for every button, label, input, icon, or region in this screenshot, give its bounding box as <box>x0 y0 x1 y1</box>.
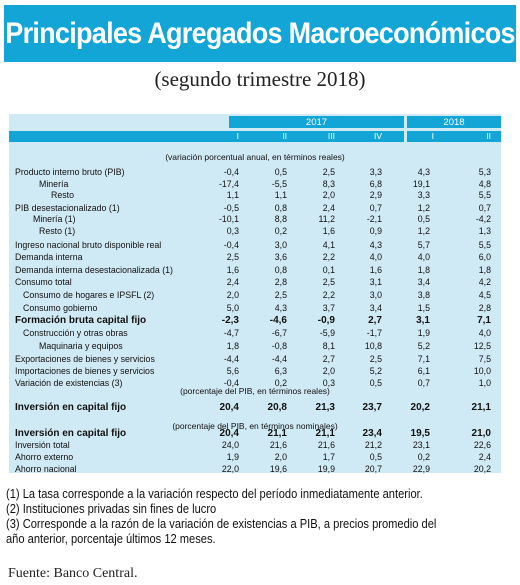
row-value: 4,3 <box>417 167 430 177</box>
row-value: 3,0 <box>369 290 382 300</box>
row-value: -5,5 <box>271 179 287 189</box>
row-value: -4,7 <box>223 328 239 338</box>
row-value: 2,9 <box>369 190 382 200</box>
row-value: -0,8 <box>271 341 287 351</box>
row-value: -10,1 <box>218 214 239 224</box>
row-value: -0,5 <box>223 203 239 213</box>
row-value: 21,1 <box>267 428 287 439</box>
aggregates-table <box>9 114 501 473</box>
row-value: 20,8 <box>267 402 287 413</box>
row-value: 2,5 <box>274 290 287 300</box>
table-row <box>9 166 501 178</box>
quarter-label: II <box>282 131 287 141</box>
row-value: 0,8 <box>274 265 287 275</box>
row-value: 1,6 <box>226 265 239 275</box>
row-value: 2,4 <box>322 203 335 213</box>
row-value: 22,6 <box>473 440 491 450</box>
row-value: 21,3 <box>315 402 335 413</box>
footnotes <box>6 487 460 547</box>
row-value: -6,7 <box>271 328 287 338</box>
row-value: 0,5 <box>274 167 287 177</box>
row-value: 8,3 <box>322 179 335 189</box>
row-value: 3,4 <box>417 277 430 287</box>
table-row <box>9 251 501 263</box>
row-label: Ahorro externo <box>15 452 74 462</box>
row-label: Inversión total <box>15 440 70 450</box>
row-value: 21,0 <box>471 428 491 439</box>
footnote: (1) La tasa corresponde a la variación respecto del período inmediatamente anterior. <box>6 487 423 501</box>
row-value: 10,8 <box>364 341 382 351</box>
row-value: -4,6 <box>269 315 287 326</box>
row-value: 2,2 <box>322 290 335 300</box>
row-value: 7,1 <box>417 354 430 364</box>
row-label: PIB desestacionalizado (1) <box>15 203 120 213</box>
row-value: 24,0 <box>221 440 239 450</box>
row-value: 3,4 <box>369 303 382 313</box>
row-value: 2,8 <box>274 277 287 287</box>
row-label: Minería (1) <box>33 214 76 224</box>
row-value: 4,3 <box>274 303 287 313</box>
row-value: 5,2 <box>369 366 382 376</box>
row-value: 20,4 <box>219 428 239 439</box>
row-value: 1,2 <box>417 226 430 236</box>
row-value: 2,0 <box>322 190 335 200</box>
row-value: 3,3 <box>417 190 430 200</box>
row-value: 1,9 <box>417 328 430 338</box>
row-value: 23,1 <box>412 440 430 450</box>
row-value: 2,8 <box>478 303 491 313</box>
row-value: -4,2 <box>475 214 491 224</box>
row-value: 2,2 <box>322 252 335 262</box>
row-value: 5,3 <box>478 167 491 177</box>
row-value: 20,4 <box>219 402 239 413</box>
row-value: 2,7 <box>368 315 382 326</box>
table-row <box>9 439 501 451</box>
footnote: (2) Instituciones privadas sin fines de lucro <box>6 502 217 516</box>
row-value: 21,1 <box>315 428 335 439</box>
source-note: Fuente: Banco Central. <box>8 566 138 581</box>
row-label: Maquinaria y equipos <box>39 341 123 351</box>
table-row <box>9 377 501 389</box>
note-pib-nominal: (porcentaje del PIB, en términos nominales) <box>172 421 338 431</box>
row-value: 12,5 <box>473 341 491 351</box>
row-value: 21,1 <box>471 402 491 413</box>
row-value: 6,8 <box>369 179 382 189</box>
row-value: 0,5 <box>417 214 430 224</box>
row-value: 4,2 <box>478 277 491 287</box>
row-label: Demanda interna <box>15 252 83 262</box>
row-value: 3,8 <box>417 290 430 300</box>
row-value: 0,2 <box>417 452 430 462</box>
table-row <box>9 340 501 352</box>
quarter-header-2018 <box>407 131 501 142</box>
row-label: Resto (1) <box>39 226 76 236</box>
table-row <box>9 289 501 301</box>
quarter-label: I <box>236 131 239 141</box>
row-value: 1,8 <box>417 265 430 275</box>
row-value: 10,0 <box>473 366 491 376</box>
row-value: -0,4 <box>223 240 239 250</box>
row-value: 19,9 <box>317 464 335 474</box>
quarter-label: III <box>327 131 335 141</box>
table-row <box>9 463 501 475</box>
row-value: 1,1 <box>274 190 287 200</box>
row-label: Ahorro nacional <box>15 464 77 474</box>
row-value: 2,0 <box>226 290 239 300</box>
table-row <box>9 402 501 414</box>
row-value: 0,3 <box>322 378 335 388</box>
table-row <box>9 315 501 327</box>
row-value: 5,7 <box>417 240 430 250</box>
row-value: 23,4 <box>362 428 382 439</box>
row-value: 3,0 <box>274 240 287 250</box>
row-label: Inversión en capital fijo <box>15 402 127 413</box>
row-value: 0,8 <box>274 203 287 213</box>
row-value: 20,2 <box>473 464 491 474</box>
row-value: 5,5 <box>478 240 491 250</box>
quarter-label: IV <box>373 131 382 141</box>
table-row <box>9 189 501 201</box>
row-value: -1,7 <box>366 328 382 338</box>
row-value: 2,0 <box>274 452 287 462</box>
row-value: 22,9 <box>412 464 430 474</box>
row-label: Producto interno bruto (PIB) <box>15 167 125 177</box>
row-value: 20,7 <box>364 464 382 474</box>
row-value: 22,0 <box>221 464 239 474</box>
row-value: 1,2 <box>417 203 430 213</box>
row-value: 0,7 <box>417 378 430 388</box>
table-row <box>9 276 501 288</box>
row-label: Resto <box>51 190 74 200</box>
quarter-header-2017 <box>9 131 404 142</box>
row-value: 0,2 <box>274 378 287 388</box>
row-value: 19,5 <box>410 428 430 439</box>
row-value: 6,3 <box>274 366 287 376</box>
row-label: Consumo de hogares e IPSFL (2) <box>23 290 155 300</box>
table-row <box>9 239 501 251</box>
row-value: 0,5 <box>369 452 382 462</box>
row-label: Inversión en capital fijo <box>15 428 127 439</box>
row-value: 1,6 <box>369 265 382 275</box>
row-value: 1,0 <box>478 378 491 388</box>
row-value: 3,7 <box>322 303 335 313</box>
row-label: Variación de existencias (3) <box>15 378 123 388</box>
row-value: 7,1 <box>477 315 491 326</box>
row-label: Construcción y otras obras <box>23 328 128 338</box>
row-value: 19,6 <box>269 464 287 474</box>
row-value: 6,0 <box>478 252 491 262</box>
row-value: 0,5 <box>369 378 382 388</box>
row-value: 7,5 <box>478 354 491 364</box>
row-value: -0,9 <box>317 315 335 326</box>
row-value: 1,5 <box>417 303 430 313</box>
row-value: 4,8 <box>478 179 491 189</box>
row-value: 5,2 <box>417 341 430 351</box>
row-value: 8,8 <box>274 214 287 224</box>
row-value: 8,1 <box>322 341 335 351</box>
row-label: Consumo gobierno <box>23 303 98 313</box>
row-value: 1,3 <box>478 226 491 236</box>
row-value: 21,6 <box>317 440 335 450</box>
row-value: 5,6 <box>226 366 239 376</box>
note-variation: (variación porcentual anual, en términos reales) <box>165 152 345 162</box>
row-value: 0,1 <box>322 265 335 275</box>
row-value: 5,0 <box>226 303 239 313</box>
row-label: Importaciones de bienes y servicios <box>15 366 155 376</box>
row-value: -4,4 <box>223 354 239 364</box>
table-row <box>9 327 501 339</box>
table-row <box>9 365 501 377</box>
row-value: -0,4 <box>223 378 239 388</box>
row-label: Exportaciones de bienes y servicios <box>15 354 155 364</box>
year-header-2018: 2018 <box>407 116 501 128</box>
row-value: 5,5 <box>478 190 491 200</box>
row-value: 2,4 <box>478 452 491 462</box>
row-value: 4,5 <box>478 290 491 300</box>
table-row <box>9 353 501 365</box>
row-value: 21,6 <box>269 440 287 450</box>
table-row <box>9 451 501 463</box>
row-value: 4,0 <box>369 252 382 262</box>
row-value: 1,9 <box>226 452 239 462</box>
table-row <box>9 225 501 237</box>
note-pib-real: (porcentaje del PIB, en términos reales) <box>180 386 330 396</box>
year-header-2017: 2017 <box>229 116 404 128</box>
row-value: 4,3 <box>369 240 382 250</box>
page-title: Principales Agregados Macroeconómicos <box>5 16 515 50</box>
row-value: 1,7 <box>322 452 335 462</box>
title-banner <box>4 5 516 62</box>
row-value: 3,1 <box>416 315 430 326</box>
quarter-label: I <box>431 131 434 141</box>
row-label: Demanda interna desestacionalizada (1) <box>15 265 173 275</box>
row-value: 6,1 <box>417 366 430 376</box>
row-value: 4,0 <box>478 328 491 338</box>
row-value: -0,4 <box>223 167 239 177</box>
row-value: 3,1 <box>369 277 382 287</box>
row-label: Ingreso nacional bruto disponible real <box>15 240 162 250</box>
row-value: 2,5 <box>226 252 239 262</box>
row-value: 3,6 <box>274 252 287 262</box>
row-label: Consumo total <box>15 277 72 287</box>
row-value: 1,8 <box>226 341 239 351</box>
row-value: 2,5 <box>369 354 382 364</box>
footnote: año anterior, porcentaje últimos 12 meses. <box>6 532 216 546</box>
table-row <box>9 264 501 276</box>
row-value: 1,8 <box>478 265 491 275</box>
row-value: -2,3 <box>221 315 239 326</box>
row-value: 2,5 <box>322 277 335 287</box>
row-value: 2,0 <box>322 366 335 376</box>
table-row <box>9 302 501 314</box>
row-value: -17,4 <box>218 179 239 189</box>
row-value: 1,6 <box>322 226 335 236</box>
row-value: 0,7 <box>478 203 491 213</box>
row-value: 4,0 <box>417 252 430 262</box>
row-value: -2,1 <box>366 214 382 224</box>
row-value: 4,1 <box>322 240 335 250</box>
row-value: 23,7 <box>362 402 382 413</box>
row-value: -5,9 <box>319 328 335 338</box>
row-value: 0,2 <box>274 226 287 236</box>
row-value: 3,3 <box>369 167 382 177</box>
row-value: 0,7 <box>369 203 382 213</box>
row-value: 2,7 <box>322 354 335 364</box>
quarter-label: II <box>486 131 491 141</box>
row-value: 0,9 <box>369 226 382 236</box>
row-value: 0,3 <box>226 226 239 236</box>
row-label: Formación bruta capital fijo <box>15 315 147 326</box>
row-value: 21,2 <box>364 440 382 450</box>
table-row <box>9 213 501 225</box>
page-subtitle: (segundo trimestre 2018) <box>154 67 366 91</box>
row-label: Minería <box>39 179 69 189</box>
row-value: 19,1 <box>412 179 430 189</box>
row-value: 1,1 <box>226 190 239 200</box>
row-value: -4,4 <box>271 354 287 364</box>
footnote: (3) Corresponde a la razón de la variación de existencias a PIB, a precios promedio del <box>6 517 437 531</box>
row-value: 20,2 <box>410 402 430 413</box>
row-value: 2,5 <box>322 167 335 177</box>
row-value: 2,4 <box>226 277 239 287</box>
row-value: 11,2 <box>318 214 335 224</box>
